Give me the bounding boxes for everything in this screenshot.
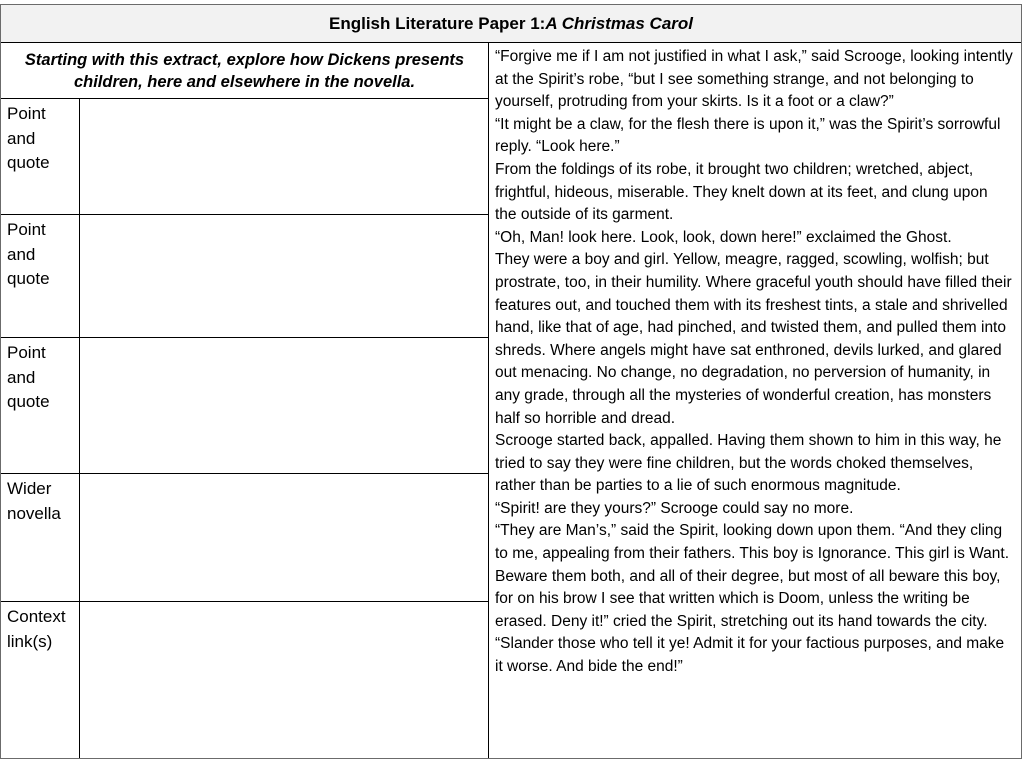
row-label: Point and quote: [1, 338, 80, 473]
row-label: Point and quote: [1, 99, 80, 214]
extract-paragraph: “Oh, Man! look here. Look, look, down here!” exclaimed the Ghost.: [495, 228, 952, 246]
question-prompt: Starting with this extract, explore how Dickens presents children, here and elsewhere in the novella.: [1, 43, 488, 99]
answer-cell[interactable]: [80, 99, 488, 214]
answer-cell[interactable]: [80, 474, 488, 601]
extract-paragraph: Scrooge started back, appalled. Having them shown to him in this way, he tried to say they were fine children, but the words choked themselves, rather than be parties to a lie of such enormous magnitude.: [495, 432, 1002, 495]
worksheet-title: [1, 5, 1021, 43]
answer-cell[interactable]: [80, 215, 488, 337]
extract-text: [489, 43, 1021, 758]
extract-paragraph: “It might be a claw, for the flesh there is upon it,” was the Spirit’s sorrowful reply. “Look here.”: [495, 115, 1001, 156]
title-prefix: English Literature Paper 1:: [328, 13, 546, 33]
response-row-context-links: [1, 602, 488, 758]
title-book: A Christmas Carol: [545, 13, 694, 33]
row-label: Point and quote: [1, 215, 80, 337]
worksheet-table: [0, 4, 1022, 759]
answer-cell[interactable]: [80, 338, 488, 473]
extract-paragraph: “They are Man’s,” said the Spirit, looking down upon them. “And they cling to me, appealing from their fathers. This boy is Ignorance. This girl is Want. Beware them both, and all of their degree, but most of all beware this boy, for on his brow I see that written which is Doom, unless the writing be erased. Deny it!” cried the Spirit, stretching out its hand towards the city. “Slander those who tell it ye! Admit it for your factious purposes, and make it worse. And bide the end!”: [495, 522, 1010, 676]
response-row-point-1: [1, 99, 488, 215]
extract-paragraph: From the foldings of its robe, it brought two children; wretched, abject, frightful, hideous, miserable. They knelt down at its feet, and clung upon the outside of its garment.: [495, 160, 988, 224]
response-row-point-2: [1, 215, 488, 338]
extract-paragraph: “Forgive me if I am not justified in what I ask,” said Scrooge, looking intently at the Spirit’s robe, “but I see something strange, and not belonging to yourself, protruding from your skirts. Is it a foot or a claw?”: [495, 48, 1013, 111]
row-label: Context link(s): [1, 602, 80, 758]
extract-paragraph: They were a boy and girl. Yellow, meagre, ragged, scowling, wolfish; but prostrate, too, in their humility. Where graceful youth should have filled their features out, and touched them with its freshest tints, a stale and shrivelled hand, like that of age, had pinched, and twisted them, and pulled them into shreds. Where angels might have sat enthroned, devils lurked, and glared out menacing. No change, no degradation, no perversion of humanity, in any grade, through all the mysteries of wonderful creation, has monsters half so horrible and dread.: [495, 251, 1012, 427]
row-label: Wider novella: [1, 474, 80, 601]
extract-paragraph: “Spirit! are they yours?” Scrooge could say no more.: [495, 499, 854, 517]
response-row-wider-novella: [1, 474, 488, 602]
response-row-point-3: [1, 338, 488, 474]
answer-cell[interactable]: [80, 602, 488, 758]
response-column: [1, 43, 489, 758]
